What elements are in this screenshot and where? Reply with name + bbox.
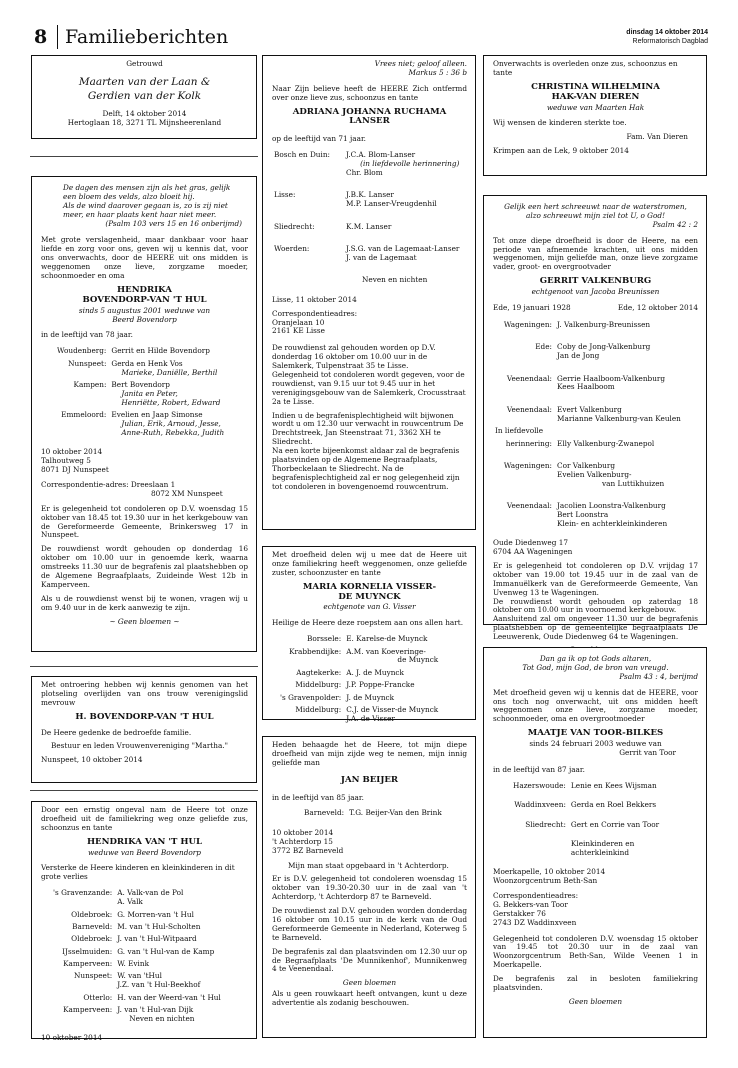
flowers-note: ~ Geen bloemen ~ [109,616,180,626]
service-text: De rouwdienst zal gehouden worden op D.V. donderdag 16 oktober om 10.00 uur in de Salemkerk, Tulpenstraat 35 te Lisse. [272,343,436,371]
intro-text: Naar Zijn believe heeft de HEERE Zich ontfermd over onze lieve zus, schoonzus en tante [272,83,467,102]
relatives-list [302,807,444,821]
intro-text: Met grote verslagenheid, maar dankbaar voor haar liefde en zorg voor ons, geven wij u kennis dat, voor ons onverwachts, door de HEERE uit ons midden is weggenomen onze lieve, zorgzame moeder, schoonmoeder en oma [41,235,248,281]
intro-text: Met droefheid delen wij u mee dat de Heere uit onze familiekring heeft weggenomen, onze geliefde zuster, schoonzuster en tante [272,550,467,577]
date-line: Nunspeet, 10 oktober 2014 [41,755,143,765]
relative-name: J. van 't Hul-Witpaard [117,934,197,944]
relative-row [280,648,438,667]
ad-getrouwd [31,55,257,139]
service-text: De rouwdienst wordt gehouden op zaterdag 18 oktober om 10.00 uur in voornoemd kerkgebouw. [493,596,698,615]
relative-names [117,972,221,991]
relative-row [280,669,438,679]
subtitle-line: Beerd Bovendorp [112,314,177,324]
relative-names [111,411,224,439]
relative-name: J.Z. van 't Hul-Beekhof [117,980,201,990]
relative-place: herinnering: [505,438,552,448]
service-text: De rouwdienst wordt gehouden op donderdag 16 oktober om 10.00 uur in genoemde kerk, waarna omstreeks 11.30 uur de begrafenis zal plaatshebben op de Algemene Begraafplaats, Zuideinde West 12b in Kamperveen. [41,544,248,589]
deceased-name: GERRIT VALKENBURG [539,276,652,287]
newspaper-name: Reformatorisch Dagblad [632,38,708,46]
name-line: DE MUYNCK [338,591,401,602]
relative-names [346,648,438,667]
grandchildren: Janita en Peter, [121,388,178,398]
text-line: Bestuur en leden Vrouwenvereniging "Martha." [51,741,228,751]
relative-place: Lisse: [274,190,296,200]
age-line: in de leeftijd van 78 jaar. [41,330,133,340]
relative-row [513,821,659,831]
intro-text: Door een ernstig ongeval nam de Heere tot onze droefheid uit de familiekring weg onze geliefde zus, schoonzus en tante [41,805,248,832]
death-date: Ede, 12 oktober 2014 [617,303,698,312]
relative-row [304,809,442,819]
ad-hendrika-family [31,176,257,652]
relative-place: Veenendaal: [506,373,552,383]
age-line: op de leeftijd van 71 jaar. [272,134,366,144]
relative-row [495,427,681,437]
relative-names [111,360,224,379]
relative-names [557,462,681,490]
burial-text: Aansluitend zal om ongeveer 11.30 uur de begrafenis plaatshebben op de gemeentelijke begraafplaats De Leeuwerenk, Oude Diedenweg 64 te Wageningen. [493,614,698,642]
relative-place: Middelburg: [295,705,342,715]
relative-row [53,911,221,921]
corr-line: G. Bekkers-van Toor [493,899,568,909]
relative-row [495,375,681,394]
relative-name: J.A. de Visser [346,713,395,723]
relative-name: M. van 't Hul-Scholten [117,921,201,931]
relative-name: M.P. Lanser-Vreugdenhil [346,199,437,209]
name-line: BOVENDORP-VAN 'T HUL [82,294,207,305]
header-dateline [626,28,708,47]
relative-place: Oldebroek: [71,909,113,919]
relative-name: J.C.A. Blom-Lanser [346,150,416,160]
relative-place [513,840,569,859]
corr-line: 2161 KE Lisse [272,326,325,336]
corr-line: 2743 DZ Waddinxveen [493,917,577,927]
intro-text: Heden behaagde het de Heere, tot mijn diepe droefheid van mijn zijde weg te nemen, mijn innig geliefde man [272,740,467,767]
scripture-quote: Vrees niet; geloof alleen. [374,59,467,68]
scripture-quote [41,181,248,228]
corr-line: Oranjelaan 10 [272,317,325,327]
age-line: in de leeftijd van 85 jaar. [272,792,364,802]
corr-line: Dreeslaan 1 [130,480,176,490]
relative-row [280,694,438,704]
bride-name: Gerdien van der Kolk [87,90,202,103]
deceased-name [272,583,467,603]
relative-place: Sliedrecht: [274,221,315,231]
relative-row [57,411,224,439]
condolence-text: Gelegenheid tot condoleren wordt gegeven, voor de rouwdienst, van 9.15 uur tot 9.45 uur in het verenigingsgebouw van de Salemkerk, Crocusstraat 2a te Lisse. [272,369,466,406]
burial-text: De begrafenis zal dan plaatsvinden om 12.30 uur op de Begraafplaats 'De Munnikenhof', Munnikenweg 4 te Veenendaal. [272,946,467,974]
quote-reference: Psalm 43 : 4, berijmd [619,671,698,681]
relative-name: achterkleinkind [570,847,630,857]
relative-names [346,151,459,179]
subtitle-line: sinds 5 augustus 2001 weduwe van [78,305,211,315]
relative-names [111,347,224,357]
relative-place: Woerden: [274,244,310,254]
relative-names [111,381,224,409]
relative-row [57,381,224,409]
page-number: 8 [34,26,48,48]
relative-name: Gerrie Haalboom-Valkenburg [557,373,666,383]
relative-place: In liefdevolle [495,426,544,436]
condolence-text: Gelegenheid tot condoleren D.V. woensdag 15 oktober van 19.45 tot 20.30 uur in de zaal van Woonzorgcentrum Beth-San, Wilde Veenen 1 in Moerkapelle. [493,933,698,970]
burial-text: De begrafenis zal in besloten familiekring plaatsvinden. [493,974,698,993]
relative-place: Wageningen: [503,460,552,470]
relative-place: Veenendaal: [506,501,552,511]
relatives-list [55,345,226,441]
intro-text: Met droefheid geven wij u kennis dat de HEERE, voor ons toch nog onverwacht, uit ons midden heeft weggenomen onze lieve, zorgzame moeder, schoonmoeder, oma en overgrootmoeder [493,687,698,724]
funeral-text: Indien u de begrafenisplechtigheid wilt bijwonen wordt u om 12.30 uur verwacht in rouwcentrum De Drechtstreek, Jan Steenstraat 71, 3362 XH te Sliedrecht. [272,410,464,447]
relative-place: Otterlo: [83,992,113,1002]
address-line: Oude Diedenweg 17 [493,538,569,548]
relative-name: T.G. Beijer-Van den Brink [349,808,442,818]
text-line: Wij wensen de kinderen sterkte toe. [493,118,627,128]
address-line: 6704 AA Wageningen [493,547,573,557]
relative-name: J.P. Poppe-Francke [346,680,415,690]
text-line: Heilige de Heere deze roepstem aan ons allen hart. [272,618,464,628]
relative-name: J.B.K. Lanser [346,190,394,200]
ad-vrouwenvereniging [31,676,257,783]
relative-names [557,343,681,362]
relative-name: A. Valk [117,897,143,907]
relative-name: C.J. de Visser-de Muynck [346,705,439,715]
quote-reference: Psalm 42 : 2 [652,219,698,229]
relative-name: Jan de Jong [557,351,600,361]
corr-label: Correspondentieadres: [493,891,579,901]
relative-name: Kleinkinderen en [570,838,635,848]
name-line: ADRIANA JOHANNA RUCHAMA [292,106,447,117]
date-line: Moerkapelle, 10 oktober 2014 [493,867,606,877]
relative-name: Coby de Jong-Valkenburg [557,342,651,352]
note-text: Als u de rouwdienst wenst bij te wonen, vragen wij u om 9.40 uur in de kerk aanwezig te zijn. [41,593,248,612]
relative-name: Klein- en achterkleinkinderen [557,518,668,528]
relative-row [274,191,459,210]
relative-place: Emmeloord: [61,410,107,420]
ad-christina [483,55,707,176]
ad-adriana [262,55,476,530]
quote-reference: (Psalm 103 vers 15 en 16 onberijmd) [105,218,242,228]
condolence-text: Er is gelegenheid tot condoleren op D.V. vrijdag 17 oktober van 19.00 tot 19.45 uur in de zaal van de Immanuëlkerk van de Gereformeerde Gemeente, Van Uvenweg 13 te Wageningen. [493,561,698,597]
relative-names [557,375,681,394]
quote-reference: Markus 5 : 36 b [408,67,467,77]
subtitle-line: sinds 24 februari 2003 weduwe van [529,739,662,749]
relative-row [53,960,221,970]
name-line: HENDRIKA [117,284,172,295]
relative-names [346,245,459,264]
relative-name: H. van der Weerd-van 't Hul [117,992,221,1002]
quote-line: een bloem des velds, alzo bloeit hij. [63,191,195,201]
condolence-text: Er is gelegenheid tot condoleren op D.V. woensdag 15 oktober van 18.45 tot 19.30 uur in het kerkgebouw van de Gereformeerde Gemeente, Brinkersweg 17 in Nunspeet. [41,503,248,540]
relative-names [117,889,221,908]
subtitle [493,740,698,758]
relative-row [53,994,221,1004]
condolence-text: Er is D.V. gelegenheid tot condoleren woensdag 15 oktober van 19.30-20.30 uur in de zaal van 't Achterdorp, 't Achterdorp 87 te Barneveld. [272,874,467,902]
relative-name: de Muynck [397,655,439,665]
after-text: Na een korte bijeenkomst aldaar zal de begrafenis plaatsvinden op de Algemene Begraafplaats, Thorbeckelaan te Sliedrecht. Na de begrafenisplechtigheid zal er nog gelegenheid zijn tot condoleren in bovengenoemd rouwcentrum. [272,446,460,491]
corr-label: Correspondentieadres: [272,308,358,318]
address-line: 't Achterdorp 15 [272,836,333,846]
relatives-list [278,633,440,727]
subtitle: weduwe van Beerd Bovendorp [88,847,201,857]
signature: Fam. Van Dieren [626,132,688,142]
relative-row [53,948,221,958]
place-date: Delft, 14 oktober 2014 [102,109,187,119]
relative-name: Evelien en Jaap Simonse [111,410,203,420]
relative-name: Marianne Valkenburg-van Keulen [557,413,681,423]
address: Hertoglaan 18, 3271 TL Mijnsheerenland [67,118,222,128]
relative-name: A. Valk-van de Pol [117,888,184,898]
scripture-quote [493,652,698,673]
relative-row [513,782,659,792]
relative-row [53,923,221,933]
column-rule [30,790,258,791]
grandchildren: Julian, Erik, Arnoud, Jesse, [121,419,221,429]
relative-place: Nunspeet: [74,971,113,981]
relative-row [53,1006,221,1025]
relative-place: Bosch en Duin: [274,150,330,160]
relative-name: Gerda en Henk Vos [111,358,183,368]
column-rule [30,156,258,157]
relative-name: Gert en Corrie van Toor [570,819,660,829]
relative-place: Aagtekerke: [296,667,342,677]
relative-name: E. Karelse-de Muynck [346,634,428,644]
subtitle: weduwe van Maarten Hak [546,102,645,112]
relative-name: Neven en nichten [129,1014,195,1024]
relative-row [495,343,681,362]
relative-row [274,276,459,286]
relative-name: K.M. Lanser [346,221,392,231]
relative-name: van Luttikhuizen [602,478,665,488]
deceased-name [493,83,698,103]
relative-name: Elly Valkenburg-Zwanepol [557,438,655,448]
relative-name: J. van 't Hul-van Dijk [117,1005,194,1015]
life-dates [493,304,698,313]
date-line: 10 oktober 2014 [41,1033,103,1043]
relative-note: (in liefdevolle herinnering) [360,159,460,169]
subtitle [41,307,248,325]
quote-line: meer, en haar plaats kent haar niet meer. [63,209,217,219]
relative-place: Kamperveen: [63,1005,113,1015]
relative-row [280,706,438,725]
text-line: De Heere gedenke de bedroefde familie. [41,727,192,737]
relative-place: 's Gravenpolder: [280,692,342,702]
ad-gerrit [483,195,707,642]
relative-name: Neven en nichten [362,275,428,285]
flowers-note: Geen bloemen [342,978,397,988]
grandchildren: Marieke, Daniëlle, Berthil [121,367,218,377]
relative-name: J. de Muynck [346,692,395,702]
text-line: Versterke de Heere kinderen en kleinkinderen in dit grote verlies [41,863,235,882]
corr-label: Correspondentie-adres: [41,480,129,490]
grandchildren: Anne-Ruth, Rebekka, Judith [121,427,225,437]
relative-name: J. van de Lagemaat [346,252,417,262]
corr-line: Gerstakker 76 [493,908,546,918]
page-header [30,22,708,52]
date-line: 10 oktober 2014 [272,827,334,837]
section-title: Familieberichten [65,26,229,48]
relative-place: Waddinxveen: [514,800,566,810]
relative-row [280,635,438,645]
relative-place: Wageningen: [503,319,552,329]
service-text: De rouwdienst zal D.V. gehouden worden donderdag 16 oktober om 10.15 uur in de kerk van de Oud Gereformeerde Gemeente in Nederland, Koterweg 5 te Barneveld. [272,906,467,942]
relative-name: Jacolien Loonstra-Valkenburg [557,501,666,511]
date-line: Lisse, 11 oktober 2014 [272,294,357,304]
groom-name: Maarten van der Laan & [78,75,211,88]
relative-place: Kamperveen: [63,959,113,969]
relative-name: J.S.G. van de Lagemaat-Lanser [346,244,460,254]
relative-row [495,502,681,530]
relative-names [557,406,681,425]
relative-name: Gerda en Roel Bekkers [570,800,657,810]
birth-date: Ede, 19 januari 1928 [493,303,571,312]
relative-name: Lenie en Kees Wijsman [570,780,657,790]
relative-place: Borssele: [307,634,342,644]
relative-row [495,406,681,425]
intro-text: Onverwachts is overleden onze zus, schoonzus en tante [493,59,678,77]
relative-row [53,935,221,945]
relative-names [571,840,659,859]
relative-name: G. Morren-van 't Hul [117,909,194,919]
relative-place: Oldebroek: [71,934,113,944]
relatives-list [511,780,661,861]
relative-row [274,245,459,264]
date-line: 10 oktober 2014 [41,447,103,457]
relative-name: A. J. de Muynck [346,667,404,677]
relative-name: Kees Haalboom [557,382,615,392]
relative-name: Cor Valkenburg [557,460,616,470]
relative-row [513,840,659,859]
relative-name: Bert Bovendorp [111,380,170,389]
deceased-name: JAN BEIJER [340,774,399,785]
subtitle: echtgenoot van Jacoba Breunissen [531,287,660,297]
relative-place: Sliedrecht: [525,819,566,829]
relative-name: Bert Loonstra [557,509,609,519]
relative-row [53,889,221,908]
column-rule [30,666,258,667]
relatives-list [51,887,223,1027]
ad-maria [262,546,476,723]
relative-row [495,321,681,331]
relative-place: 's Gravenzande: [53,888,113,898]
relative-name: J. Valkenburg-Breunissen [557,319,651,329]
name-line: MARIA KORNELIA VISSER- [302,581,437,592]
relative-names [346,706,438,725]
deceased-name [41,286,248,306]
quote-line: alzo schreeuwt mijn ziel tot U, o God! [525,210,665,220]
subtitle-line: Gerrit van Toor [619,748,676,757]
relative-row [57,360,224,379]
address-line: Talhoutweg 5 [41,456,91,466]
quote-line: Gelijk een hert schreeuwt naar de waterstromen, [504,202,687,211]
location-line: Woonzorgcentrum Beth-San [493,876,598,886]
relatives-list [493,319,683,532]
corr-line: 8072 XM Nunspeet [151,488,223,498]
relative-row [53,972,221,991]
deceased-name [272,108,467,128]
relative-place: Krabbendijke: [289,646,342,656]
name-line: HAK-VAN DIEREN [551,91,640,102]
relative-place: IJsselmuiden: [62,946,113,956]
ad-hendrika-siblings [31,801,257,1043]
intro-text: Tot onze diepe droefheid is door de Heere, na een periode van afnemende krachten, uit ons midden weggenomen, mijn geliefde man, onze lieve zorgzame vader, groot- en overgrootvader [493,235,698,272]
couple-names [41,75,248,103]
relative-names [117,1006,221,1025]
relative-row [495,440,681,450]
date-line: Krimpen aan de Lek, 9 oktober 2014 [493,146,629,156]
relative-name: G. van 't Hul-van de Kamp [117,946,215,956]
note-text: Als u geen rouwkaart heeft ontvangen, kunt u deze advertentie als zodanig beschouwen. [272,989,467,1008]
ad-label: Getrouwd [126,59,163,68]
quote-line: Dan ga ik op tot Gods altaren, [539,654,652,663]
relative-place: Veenendaal: [506,404,552,414]
deceased-name: HENDRIKA VAN 'T HUL [86,836,203,847]
address-line: 8071 DJ Nunspeet [41,465,109,475]
issue-date: dinsdag 14 oktober 2014 [626,29,708,36]
relative-place: Kampen: [73,380,107,389]
grandchildren: Henriëtte, Robert, Edward [121,397,221,407]
relative-row [280,681,438,691]
ad-jan-beijer [262,736,476,1038]
relative-place: Middelburg: [295,680,342,690]
text-line: Mijn man staat opgebaard in 't Achterdorp. [288,860,449,870]
subtitle: echtgenote van G. Visser [323,602,416,612]
deceased-name: H. BOVENDORP-VAN 'T HUL [75,711,214,722]
relative-place: Woudenberg: [57,346,107,356]
relative-name: Evert Valkenburg [557,404,622,414]
ad-maatje [483,647,707,1038]
relative-name: W. van 'tHul [117,971,162,981]
relative-row [274,223,459,233]
deceased-name: MAATJE VAN TOOR-BILKES [527,728,664,739]
relative-names [346,191,459,210]
relative-name: Chr. Blom [346,167,383,177]
quote-line: De dagen des mensen zijn als het gras, gelijk [63,183,231,192]
relative-row [513,801,659,811]
scripture-quote [493,200,698,221]
relatives-list [272,149,461,289]
relative-name: Evelien Valkenburg- [557,469,632,479]
relative-name: Gerrit en Hilde Bovendorp [111,346,210,356]
name-line: CHRISTINA WILHELMINA [531,81,660,92]
relative-place: Barneveld: [304,808,345,818]
relative-row [57,347,224,357]
intro-text: Met ontroering hebben wij kennis genomen van het plotseling overlijden van ons trouw verenigingslid mevrouw [41,680,248,707]
relative-place: Hazerswoude: [513,780,566,790]
quote-line: Tot God, mijn God, de bron van vreugd. [522,662,669,672]
relative-names [557,502,681,530]
name-line: LANSER [349,116,390,127]
relative-place: Ede: [535,342,552,352]
quote-line: Als de wind daarover gegaan is, zo is zij niet [63,200,228,210]
relative-place: Nunspeet: [68,358,107,368]
relative-name: A.M. van Koeveringe- [346,646,426,656]
relative-row [274,151,459,179]
header-divider [57,25,58,49]
age-line: in de leeftijd van 87 jaar. [493,764,585,774]
relative-place: Barneveld: [72,921,113,931]
relative-name: W. Evink [117,959,150,969]
flowers-note: Geen bloemen [568,996,623,1006]
address-line: 3772 BZ Barneveld [272,845,344,855]
relative-row [495,462,681,490]
